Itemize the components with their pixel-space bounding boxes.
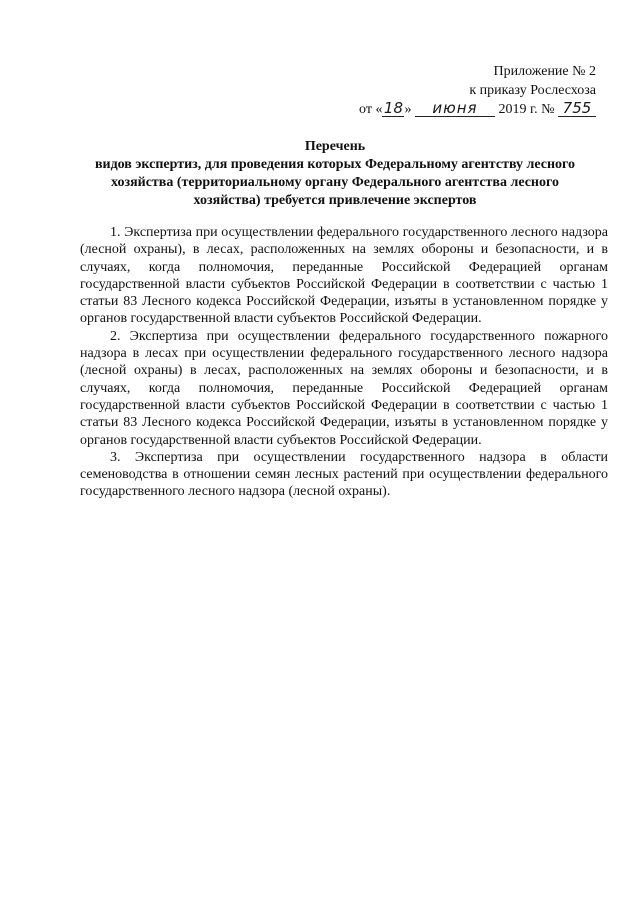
appendix-order-ref: к приказу Рослесхоза xyxy=(469,83,596,98)
order-sep: » xyxy=(404,102,412,117)
order-prefix: от « xyxy=(359,102,383,117)
list-item: 2. Экспертиза при осуществлении федерального государственного пожарного надзора в лесах при осуществлении федерального государственного лесного надзора (лесной охраны) в лесах, расположенных на землях обороны и безопасности, и в случаях, когда полномочия, переданные Российской Федерацией органам государственной власти субъектов Российской Федерации в соответствии с частью 1 статьи 83 Лесного кодекса Российской Федерации, изъяты в установленном порядке у органов государственной власти субъектов Российской Федерации. xyxy=(80,328,608,448)
order-date-line xyxy=(359,100,596,119)
title-line-3: хозяйства) требуется привлечение экспертов xyxy=(193,193,477,208)
title-heading: Перечень xyxy=(304,139,366,154)
order-number-handwritten: 755 xyxy=(558,101,596,117)
document-body xyxy=(80,224,608,501)
title-line-2: хозяйства (территориальному органу Федерального агентства лесного xyxy=(110,175,560,190)
appendix-header xyxy=(359,62,596,119)
order-year: 2019 г. № xyxy=(498,102,555,117)
order-month-handwritten: июня xyxy=(415,101,495,117)
title-line-1: видов экспертиз, для проведения которых Федеральному агентству лесного xyxy=(94,157,576,172)
document-title xyxy=(70,138,600,210)
list-item: 3. Экспертиза при осуществлении государственного надзора в области семеноводства в отношении семян лесных растений при осуществлении федерального государственного лесного надзора (лесной охраны). xyxy=(80,449,608,500)
appendix-number: Приложение № 2 xyxy=(493,64,596,79)
list-item: 1. Экспертиза при осуществлении федерального государственного лесного надзора (лесной охраны), в лесах, расположенных на землях обороны и безопасности, и в случаях, когда полномочия, переданные Российской Федерацией органам государственной власти субъектов Российской Федерации в соответствии с частью 1 статьи 83 Лесного кодекса Российской Федерации, изъяты в установленном порядке у органов государственной власти субъектов Российской Федерации. xyxy=(80,225,608,327)
order-day-handwritten: 18 xyxy=(383,99,404,117)
